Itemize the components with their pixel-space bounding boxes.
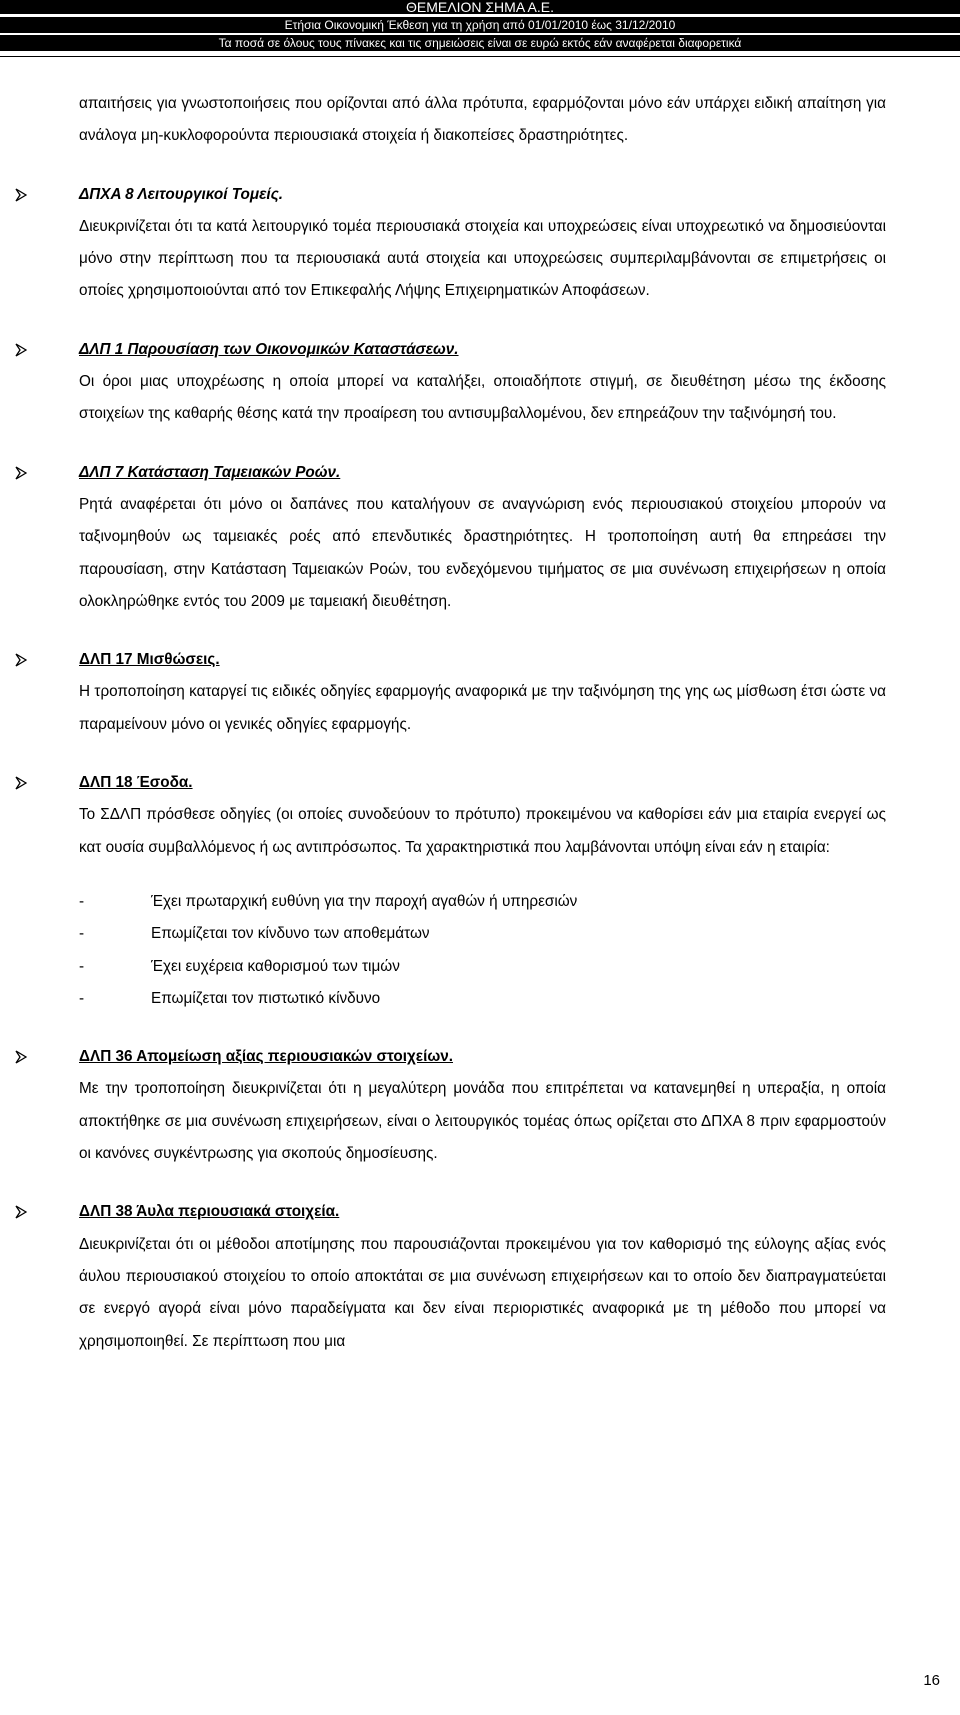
list-item: - Επωμίζεται τον πιστωτικό κίνδυνο <box>151 983 886 1015</box>
arrow-bullet-icon <box>15 457 31 489</box>
intro-paragraph: απαιτήσεις για γνωστοποιήσεις που ορίζονται από άλλα πρότυπα, εφαρμόζονται μόνο εάν υπάρχει ειδική απαίτηση για ανάλογα μη-κυκλοφορούντα περιουσιακά στοιχεία ή διακοπείσες δραστηριότητες. <box>79 95 886 145</box>
arrow-bullet-icon <box>15 1196 31 1228</box>
section-body: Ρητά αναφέρεται ότι μόνο οι δαπάνες που καταλήγουν σε αναγνώριση ενός περιουσιακού στοιχείου μπορούν να ταξινομηθούν ως ταμειακές ροές από επενδυτικές δραστηριότητες. Η τροποποίηση αυτή θα επηρεάσει την παρουσίαση, στην Κατάσταση Ταμειακών Ροών, του ενδεχόμενου τιμήματος σε μια συνένωση επιχειρήσεων η οποία ολοκληρώθηκε εντός του 2009 με ταμειακή διευθέτηση. <box>79 495 886 610</box>
section-heading: ΔΛΠ 7 Κατάσταση Ταμειακών Ροών. <box>79 463 341 481</box>
section-heading: ΔΛΠ 1 Παρουσίαση των Οικονομικών Καταστάσεων. <box>79 340 459 358</box>
list-dash: - <box>79 957 85 975</box>
list-dash: - <box>79 989 85 1007</box>
arrow-bullet-icon <box>15 767 31 799</box>
arrow-bullet-icon <box>15 334 31 366</box>
section-ifrs8 <box>79 179 886 308</box>
section-body: Οι όροι μιας υποχρέωσης η οποία μπορεί να καταλήξει, οποιαδήποτε στιγμή, σε διευθέτηση μέσω της έκδοσης στοιχείων της καθαρής θέσης κατά την προαίρεση του αντισυμβαλλομένου, δεν επηρεάζουν την ταξινόμησή του. <box>79 373 886 423</box>
section-ias36 <box>79 1041 886 1170</box>
list-dash: - <box>79 892 85 910</box>
document-body <box>79 88 886 1358</box>
arrow-bullet-icon <box>15 179 31 211</box>
header-currency-note: Τα ποσά σε όλους τους πίνακες και τις σημειώσεις είναι σε ευρώ εκτός εάν αναφέρεται διαφορετικά <box>0 35 960 51</box>
section-body: Διευκρινίζεται ότι τα κατά λειτουργικό τομέα περιουσιακά στοιχεία και υποχρεώσεις είναι υποχρεωτικό να δημοσιεύονται μόνο στην περίπτωση που τα περιουσιακά αυτά στοιχεία και υποχρεώσεις συμπεριλαμβάνονται σε επιμετρήσεις οι οποίες χρησιμοποιούνται από τον Επικεφαλής Λήψης Επιχειρηματικών Αποφάσεων. <box>79 217 886 300</box>
section-ias38 <box>79 1196 886 1357</box>
section-heading: ΔΛΠ 17 Μισθώσεις. <box>79 651 220 669</box>
section-body: Η τροποποίηση καταργεί τις ειδικές οδηγίες εφαρμογής αναφορικά με την ταξινόμηση της γης ως μίσθωση έτσι ώστε να παραμείνουν μόνο οι γενικές οδηγίες εφαρμογής. <box>79 683 886 733</box>
header-company: ΘΕΜΕΛΙΟΝ ΣΗΜΑ Α.Ε. <box>0 0 960 14</box>
criteria-list <box>79 886 886 1015</box>
header-report-period: Ετήσια Οικονομική Έκθεση για τη χρήση από 01/01/2010 έως 31/12/2010 <box>0 17 960 33</box>
section-body: Διευκρινίζεται ότι οι μέθοδοι αποτίμησης που παρουσιάζονται προκειμένου για τον καθορισμό της εύλογης αξίας ενός άυλου περιουσιακού στοιχείου το οποίο αποκτάται σε μια συνένωση επιχειρήσεων και το οποίο δεν διαπραγματεύεται σε ενεργό αγορά είναι μόνο παραδείγματα και δεν είναι περιοριστικές αναφορικά με τη μέθοδο που μπορεί να χρησιμοποιηθεί. Σε περίπτωση που μια <box>79 1235 886 1350</box>
list-item: - Έχει πρωταρχική ευθύνη για την παροχή αγαθών ή υπηρεσιών <box>151 886 886 918</box>
section-body: Το ΣΔΛΠ πρόσθεσε οδηγίες (οι οποίες συνοδεύουν το πρότυπο) προκειμένου να καθορίσει εάν μια εταιρία ενεργεί ως κατ ουσία συμβαλλόμενος ή ως αντιπρόσωπος. Τα χαρακτηριστικά που λαμβάνονται υπόψη είναι εάν η εταιρία: <box>79 806 886 856</box>
section-body: Με την τροποποίηση διευκρινίζεται ότι η μεγαλύτερη μονάδα που επιτρέπεται να κατανεμηθεί η υπεραξία, η οποία αποκτήθηκε σε μια συνένωση επιχειρήσεων, είναι ο λειτουργικός τομέας όπως ορίζεται στο ΔΠΧΑ 8 πριν εφαρμοστούν οι κανόνες συγκέντρωσης για σκοπούς δημοσίευσης. <box>79 1080 886 1163</box>
section-ias1 <box>79 334 886 431</box>
section-heading: ΔΛΠ 36 Απομείωση αξίας περιουσιακών στοιχείων. <box>79 1048 453 1066</box>
arrow-bullet-icon <box>15 644 31 676</box>
section-heading: ΔΠΧΑ 8 Λειτουργικοί Τομείς. <box>79 185 284 203</box>
section-heading: ΔΛΠ 18 Έσοδα. <box>79 774 193 792</box>
section-ias7 <box>79 457 886 618</box>
section-heading: ΔΛΠ 38 Άυλα περιουσιακά στοιχεία. <box>79 1203 340 1221</box>
header-divider <box>0 56 960 57</box>
list-item: - Επωμίζεται τον κίνδυνο των αποθεμάτων <box>151 918 886 950</box>
arrow-bullet-icon <box>15 1041 31 1073</box>
page-number: 16 <box>923 1672 940 1689</box>
section-ias18 <box>79 767 886 1015</box>
section-ias17 <box>79 644 886 741</box>
list-dash: - <box>79 925 85 943</box>
list-item: - Έχει ευχέρεια καθορισμού των τιμών <box>151 951 886 983</box>
